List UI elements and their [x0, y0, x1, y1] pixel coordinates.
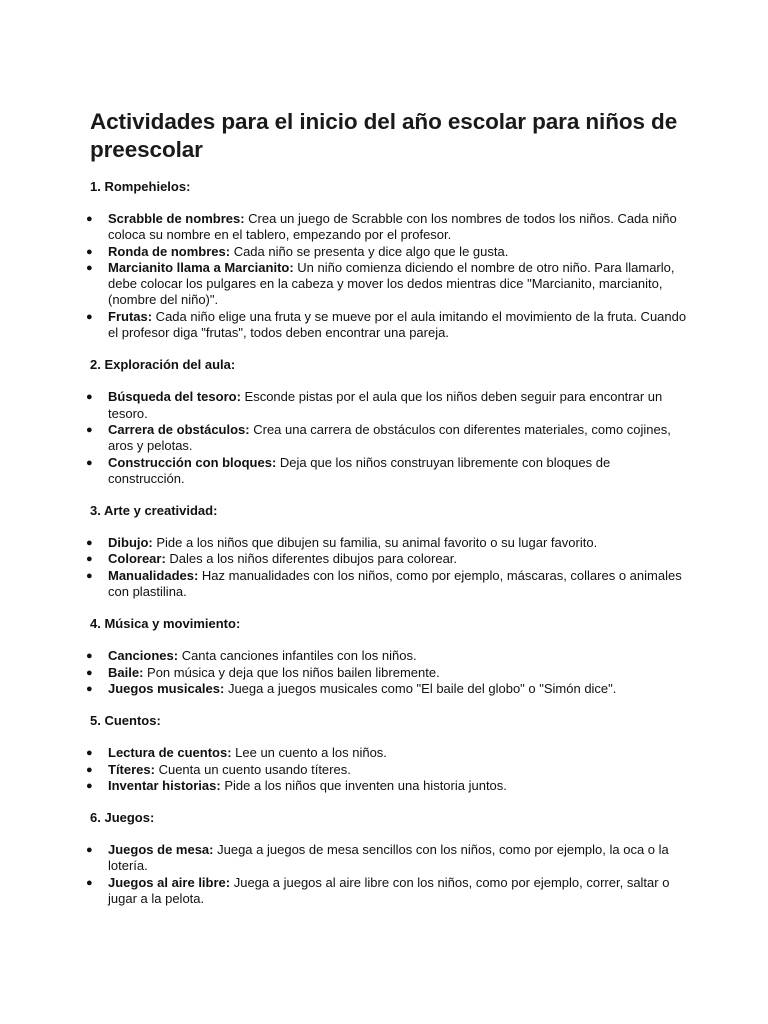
- bullet-icon: ●: [86, 779, 93, 792]
- list-item: [86, 421, 690, 455]
- item-term: Colorear:: [108, 551, 166, 567]
- bullet-icon: ●: [86, 650, 93, 663]
- item-description: Deja que los niños construyan libremente con bloques de construcción.: [108, 454, 611, 486]
- document-title: Actividades para el inicio del año escolar para niños de preescolar: [90, 109, 678, 162]
- item-description: Juega a juegos de mesa sencillos con los niños, como por ejemplo, la oca o la lotería.: [108, 842, 669, 874]
- bullet-icon: ●: [86, 747, 93, 760]
- list-item: [86, 243, 690, 260]
- item-description: Canta canciones infantiles con los niños.: [178, 648, 417, 664]
- bullet-icon: ●: [86, 553, 93, 566]
- section-heading-text: Juegos:: [104, 810, 155, 826]
- section-heading: [90, 713, 690, 729]
- item-term: Juegos de mesa:: [108, 842, 214, 858]
- item-term: Lectura de cuentos:: [108, 745, 232, 761]
- item-term: Títeres:: [108, 761, 155, 777]
- list-item: [86, 389, 690, 422]
- list-item: [86, 308, 690, 342]
- section-heading: [90, 616, 690, 632]
- list-item: [86, 551, 690, 567]
- item-term: Baile:: [108, 664, 144, 680]
- item-term: Dibujo:: [108, 535, 153, 551]
- item-description: Pide a los niños que inventen una historia juntos.: [220, 777, 507, 793]
- bullet-icon: ●: [86, 682, 93, 695]
- list-item: [86, 777, 690, 794]
- section-2: [86, 357, 690, 487]
- section-number: 1.: [90, 179, 101, 194]
- bullet-list: [86, 648, 690, 697]
- section-heading-text: Rompehielos:: [104, 179, 191, 194]
- item-description: Cada niño elige una fruta y se mueve por el aula imitando el movimiento de la fruta. Cuando el profesor diga "frutas", todos deben encontrar una pareja.: [108, 308, 687, 341]
- item-term: Juegos musicales:: [108, 680, 225, 696]
- bullet-icon: ●: [86, 569, 93, 582]
- item-term: Ronda de nombres:: [108, 243, 231, 259]
- list-item: [86, 664, 690, 681]
- section-heading-text: Música y movimiento:: [104, 616, 241, 632]
- item-term: Scrabble de nombres:: [108, 211, 245, 226]
- item-description: Crea una carrera de obstáculos con diferentes materiales, como cojines, aros y pelotas.: [108, 421, 671, 454]
- item-term: Juegos al aire libre:: [108, 874, 231, 890]
- list-item: [86, 535, 690, 551]
- section-heading: [90, 503, 690, 519]
- item-description: Haz manualidades con los niños, como por ejemplo, máscaras, collares o animales con plastilina.: [108, 567, 682, 600]
- section-number: 2.: [90, 357, 101, 373]
- bullet-icon: ●: [86, 245, 93, 258]
- item-description: Cada niño se presenta y dice algo que le gusta.: [230, 243, 509, 259]
- section-number: 3.: [90, 503, 101, 519]
- bullet-list: [86, 842, 690, 907]
- bullet-icon: ●: [86, 456, 93, 469]
- bullet-icon: ●: [86, 666, 93, 679]
- bullet-icon: ●: [86, 537, 93, 550]
- section-6: [86, 810, 690, 907]
- bullet-icon: ●: [86, 844, 93, 857]
- bullet-icon: ●: [86, 261, 93, 274]
- item-description: Un niño comienza diciendo el nombre de otro niño. Para llamarlo, debe colocar los pulgares en la cabeza y mover los dedos mientras dice "Marcianito, marcianito, (nombre del niño)".: [108, 259, 675, 308]
- section-heading-text: Cuentos:: [104, 713, 161, 729]
- bullet-list: [86, 745, 690, 794]
- list-item: [86, 761, 690, 778]
- section-heading: [90, 179, 690, 195]
- section-1: [86, 179, 690, 341]
- item-term: Inventar historias:: [108, 777, 221, 793]
- list-item: [86, 454, 690, 488]
- item-description: Lee un cuento a los niños.: [231, 745, 387, 761]
- bullet-list: [86, 389, 690, 487]
- list-item: [86, 842, 690, 875]
- item-term: Manualidades:: [108, 567, 199, 583]
- section-heading: [90, 810, 690, 826]
- item-term: Búsqueda del tesoro:: [108, 389, 241, 405]
- list-item: [86, 745, 690, 761]
- document-body: [86, 108, 690, 907]
- section-number: 5.: [90, 713, 101, 729]
- item-description: Pide a los niños que dibujen su familia, su animal favorito o su lugar favorito.: [152, 535, 598, 551]
- section-5: [86, 713, 690, 794]
- item-description: Pon música y deja que los niños bailen libremente.: [143, 664, 440, 680]
- section-heading-text: Arte y creatividad:: [103, 503, 218, 519]
- section-4: [86, 616, 690, 697]
- list-item: [86, 648, 690, 664]
- section-heading-text: Exploración del aula:: [104, 357, 236, 373]
- item-term: Construcción con bloques:: [108, 454, 277, 470]
- item-description: Juega a juegos musicales como "El baile del globo" o "Simón dice".: [224, 680, 617, 696]
- item-description: Crea un juego de Scrabble con los nombres de todos los niños. Cada niño coloca su nombre en el tablero, empezando por el profesor.: [108, 211, 677, 243]
- list-item: [86, 680, 690, 697]
- list-item: [86, 874, 690, 908]
- item-description: Juega a juegos al aire libre con los niños, como por ejemplo, correr, saltar o jugar a la pelota.: [108, 874, 670, 907]
- item-term: Marcianito llama a Marcianito:: [108, 259, 294, 275]
- bullet-list: [86, 211, 690, 341]
- bullet-list: [86, 535, 690, 600]
- item-term: Frutas:: [108, 308, 153, 324]
- list-item: [86, 211, 690, 244]
- sections-container: [86, 179, 690, 907]
- item-description: Cuenta un cuento usando títeres.: [154, 761, 351, 777]
- section-heading: [90, 357, 690, 373]
- bullet-icon: ●: [86, 876, 93, 889]
- list-item: [86, 259, 690, 309]
- list-item: [86, 567, 690, 601]
- item-description: Dales a los niños diferentes dibujos para colorear.: [165, 551, 458, 567]
- bullet-icon: ●: [86, 763, 93, 776]
- section-number: 4.: [90, 616, 101, 632]
- bullet-icon: ●: [86, 391, 93, 404]
- section-3: [86, 503, 690, 600]
- item-term: Canciones:: [108, 648, 179, 664]
- item-description: Esconde pistas por el aula que los niños deben seguir para encontrar un tesoro.: [108, 389, 663, 421]
- bullet-icon: ●: [86, 310, 93, 323]
- bullet-icon: ●: [86, 213, 93, 225]
- item-term: Carrera de obstáculos:: [108, 421, 250, 437]
- bullet-icon: ●: [86, 423, 93, 436]
- section-number: 6.: [90, 810, 101, 826]
